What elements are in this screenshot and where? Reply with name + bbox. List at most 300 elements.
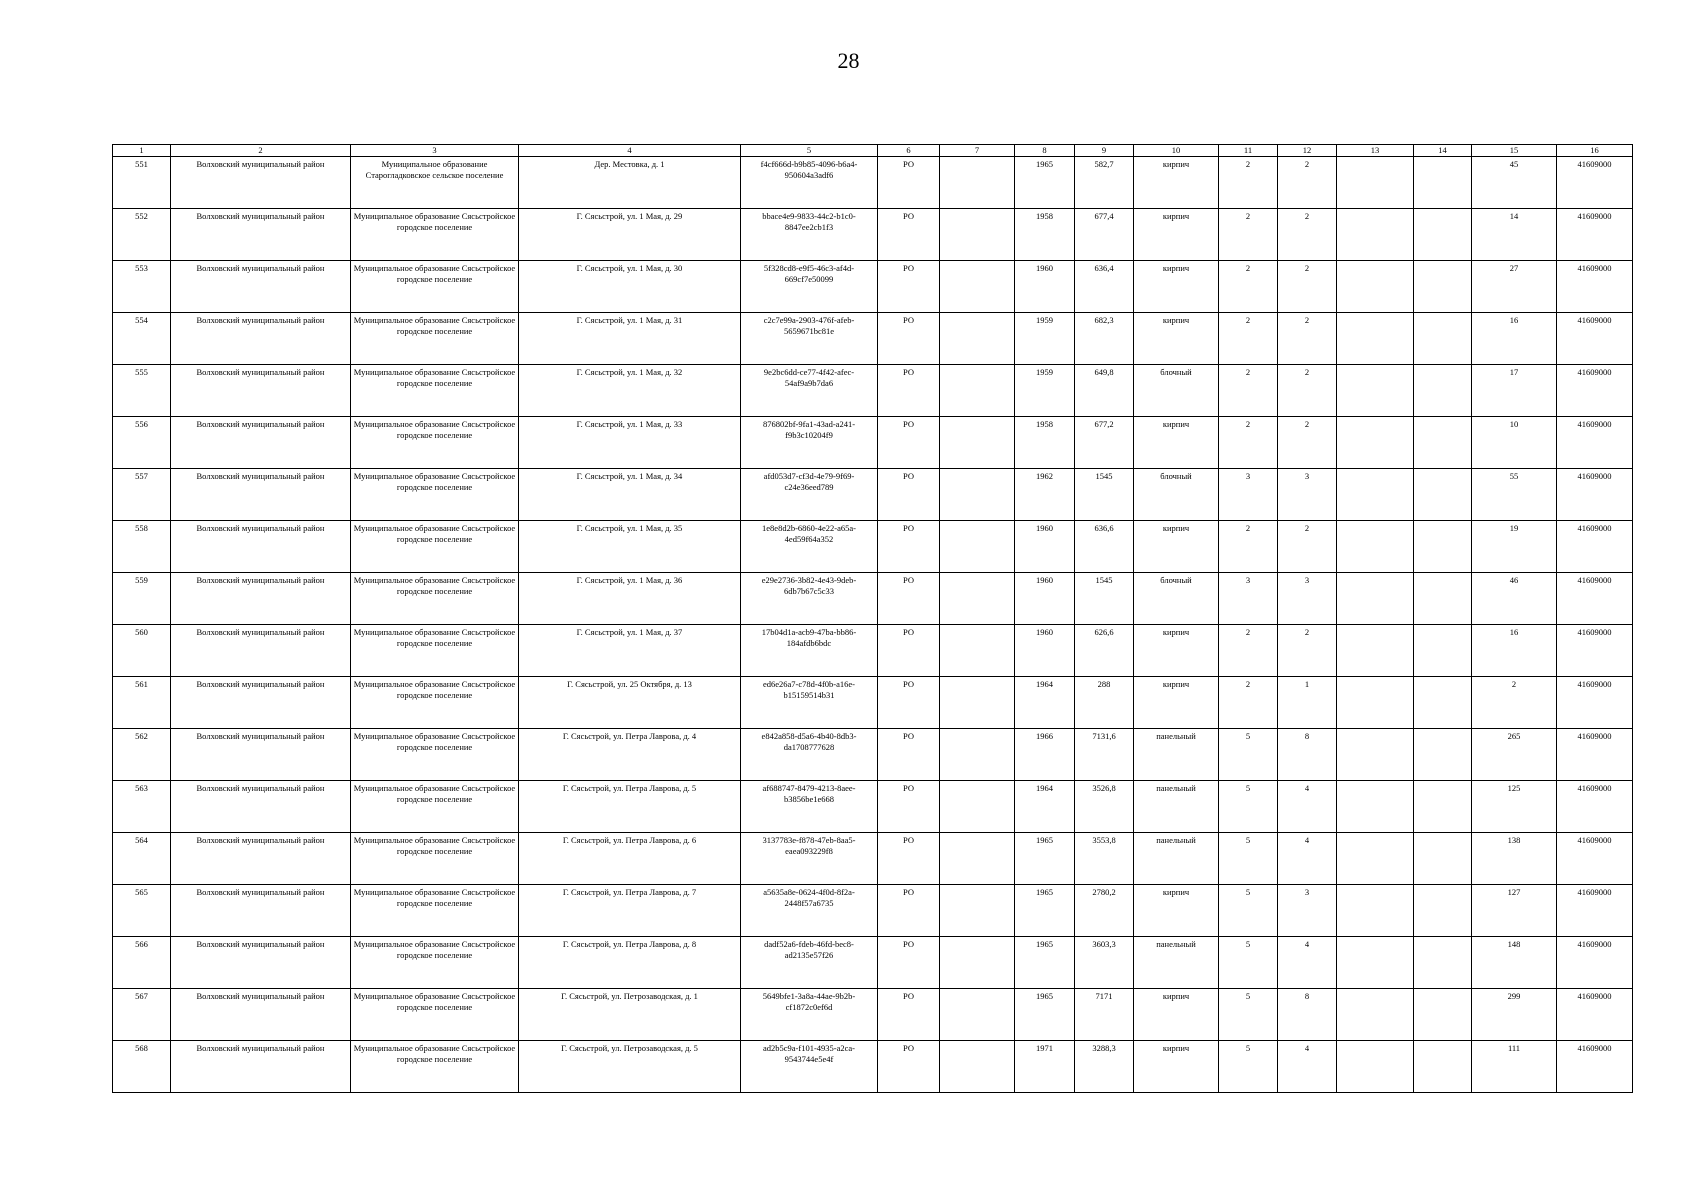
table-cell-col-14 — [1414, 573, 1472, 625]
table-cell-col-10: кирпич — [1134, 157, 1219, 209]
table-cell-col-12: 2 — [1278, 209, 1337, 261]
table-cell-col-15: 46 — [1472, 573, 1557, 625]
table-cell-col-1: 559 — [113, 573, 171, 625]
table-cell-col-6: РО — [878, 261, 940, 313]
table-cell-col-15: 111 — [1472, 1041, 1557, 1093]
table-cell-col-16: 41609000 — [1557, 885, 1633, 937]
table-cell-col-15: 14 — [1472, 209, 1557, 261]
table-cell-col-13 — [1337, 417, 1414, 469]
table-cell-col-2: Волховский муниципальный район — [171, 833, 351, 885]
table-cell-col-16: 41609000 — [1557, 729, 1633, 781]
table-cell-col-10: кирпич — [1134, 1041, 1219, 1093]
table-cell-col-8: 1964 — [1015, 781, 1075, 833]
table-cell-col-5: dadf52a6-fdeb-46fd-bec8-ad2135e57f26 — [741, 937, 878, 989]
table-cell-col-10: кирпич — [1134, 417, 1219, 469]
table-cell-col-14 — [1414, 781, 1472, 833]
table-cell-col-11: 5 — [1219, 781, 1278, 833]
table-cell-col-8: 1965 — [1015, 885, 1075, 937]
table-cell-col-15: 16 — [1472, 313, 1557, 365]
table-cell-col-7 — [940, 885, 1015, 937]
table-cell-col-7 — [940, 781, 1015, 833]
table-cell-col-9: 649,8 — [1075, 365, 1134, 417]
table-cell-col-7 — [940, 625, 1015, 677]
table-cell-col-5: ed6e26a7-c78d-4f0b-a16e-b15159514b31 — [741, 677, 878, 729]
table-cell-col-2: Волховский муниципальный район — [171, 521, 351, 573]
table-cell-col-15: 55 — [1472, 469, 1557, 521]
table-cell-col-2: Волховский муниципальный район — [171, 677, 351, 729]
table-cell-col-5: e29e2736-3b82-4e43-9deb-6db7b67c5c33 — [741, 573, 878, 625]
table-cell-col-10: блочный — [1134, 573, 1219, 625]
table-cell-col-7 — [940, 313, 1015, 365]
column-header-3: 3 — [351, 145, 519, 157]
table-cell-col-7 — [940, 261, 1015, 313]
table-cell-col-4: Г. Сясьстрой, ул. Петра Лаврова, д. 5 — [519, 781, 741, 833]
table-cell-col-1: 555 — [113, 365, 171, 417]
column-header-7: 7 — [940, 145, 1015, 157]
table-cell-col-10: блочный — [1134, 469, 1219, 521]
table-cell-col-1: 561 — [113, 677, 171, 729]
table-cell-col-16: 41609000 — [1557, 261, 1633, 313]
table-cell-col-9: 288 — [1075, 677, 1134, 729]
table-cell-col-8: 1965 — [1015, 157, 1075, 209]
table-row — [113, 729, 1633, 781]
table-cell-col-4: Г. Сясьстрой, ул. 1 Мая, д. 32 — [519, 365, 741, 417]
table-cell-col-4: Г. Сясьстрой, ул. 1 Мая, д. 34 — [519, 469, 741, 521]
table-cell-col-3: Муниципальное образование Сясьстройское городское поселение — [351, 469, 519, 521]
table-cell-col-7 — [940, 937, 1015, 989]
column-header-8: 8 — [1015, 145, 1075, 157]
table-cell-col-15: 19 — [1472, 521, 1557, 573]
table-cell-col-12: 4 — [1278, 1041, 1337, 1093]
table-cell-col-12: 2 — [1278, 261, 1337, 313]
table-cell-col-11: 2 — [1219, 209, 1278, 261]
table-cell-col-11: 5 — [1219, 833, 1278, 885]
table-cell-col-4: Г. Сясьстрой, ул. 1 Мая, д. 36 — [519, 573, 741, 625]
table-row — [113, 209, 1633, 261]
table-row — [113, 885, 1633, 937]
table-cell-col-5: 9e2bc6dd-ce77-4f42-afec-54af9a9b7da6 — [741, 365, 878, 417]
table-cell-col-7 — [940, 365, 1015, 417]
table-cell-col-8: 1960 — [1015, 625, 1075, 677]
table-cell-col-13 — [1337, 885, 1414, 937]
housing-registry-table — [112, 144, 1633, 1093]
table-cell-col-10: панельный — [1134, 937, 1219, 989]
table-cell-col-13 — [1337, 157, 1414, 209]
table-cell-col-15: 16 — [1472, 625, 1557, 677]
table-row — [113, 781, 1633, 833]
table-cell-col-12: 8 — [1278, 989, 1337, 1041]
table-cell-col-6: РО — [878, 885, 940, 937]
table-cell-col-13 — [1337, 521, 1414, 573]
table-cell-col-9: 677,4 — [1075, 209, 1134, 261]
table-cell-col-9: 7131,6 — [1075, 729, 1134, 781]
table-cell-col-10: панельный — [1134, 833, 1219, 885]
table-cell-col-7 — [940, 157, 1015, 209]
table-row — [113, 417, 1633, 469]
table-cell-col-9: 1545 — [1075, 469, 1134, 521]
table-cell-col-14 — [1414, 833, 1472, 885]
table-cell-col-1: 558 — [113, 521, 171, 573]
column-header-13: 13 — [1337, 145, 1414, 157]
table-cell-col-8: 1960 — [1015, 521, 1075, 573]
table-cell-col-8: 1958 — [1015, 417, 1075, 469]
table-cell-col-15: 148 — [1472, 937, 1557, 989]
table-cell-col-9: 7171 — [1075, 989, 1134, 1041]
table-cell-col-11: 2 — [1219, 313, 1278, 365]
table-cell-col-6: РО — [878, 417, 940, 469]
table-cell-col-6: РО — [878, 937, 940, 989]
table-cell-col-8: 1971 — [1015, 1041, 1075, 1093]
table-cell-col-2: Волховский муниципальный район — [171, 365, 351, 417]
table-cell-col-3: Муниципальное образование Сясьстройское городское поселение — [351, 573, 519, 625]
table-row — [113, 157, 1633, 209]
table-cell-col-1: 551 — [113, 157, 171, 209]
table-cell-col-9: 2780,2 — [1075, 885, 1134, 937]
table-cell-col-4: Г. Сясьстрой, ул. 1 Мая, д. 29 — [519, 209, 741, 261]
table-cell-col-3: Муниципальное образование Сясьстройское городское поселение — [351, 937, 519, 989]
table-cell-col-16: 41609000 — [1557, 573, 1633, 625]
table-cell-col-14 — [1414, 209, 1472, 261]
table-cell-col-3: Муниципальное образование Сясьстройское городское поселение — [351, 209, 519, 261]
table-row — [113, 989, 1633, 1041]
table-cell-col-10: кирпич — [1134, 521, 1219, 573]
table-cell-col-4: Г. Сясьстрой, ул. Петрозаводская, д. 5 — [519, 1041, 741, 1093]
table-cell-col-4: Дер. Местовка, д. 1 — [519, 157, 741, 209]
table-cell-col-16: 41609000 — [1557, 365, 1633, 417]
table-cell-col-2: Волховский муниципальный район — [171, 573, 351, 625]
table-cell-col-8: 1965 — [1015, 833, 1075, 885]
table-cell-col-1: 553 — [113, 261, 171, 313]
column-header-6: 6 — [878, 145, 940, 157]
table-cell-col-9: 636,4 — [1075, 261, 1134, 313]
table-cell-col-1: 563 — [113, 781, 171, 833]
table-cell-col-6: РО — [878, 781, 940, 833]
table-cell-col-6: РО — [878, 989, 940, 1041]
table-cell-col-13 — [1337, 625, 1414, 677]
table-cell-col-13 — [1337, 781, 1414, 833]
table-cell-col-11: 5 — [1219, 885, 1278, 937]
table-cell-col-5: 5649bfe1-3a8a-44ae-9b2b-cf1872c0ef6d — [741, 989, 878, 1041]
table-cell-col-9: 682,3 — [1075, 313, 1134, 365]
table-cell-col-7 — [940, 729, 1015, 781]
table-cell-col-12: 1 — [1278, 677, 1337, 729]
table-row — [113, 313, 1633, 365]
table-cell-col-12: 8 — [1278, 729, 1337, 781]
table-cell-col-6: РО — [878, 677, 940, 729]
table-cell-col-16: 41609000 — [1557, 1041, 1633, 1093]
table-cell-col-11: 2 — [1219, 417, 1278, 469]
table-cell-col-11: 2 — [1219, 677, 1278, 729]
table-cell-col-4: Г. Сясьстрой, ул. 1 Мая, д. 33 — [519, 417, 741, 469]
table-cell-col-16: 41609000 — [1557, 989, 1633, 1041]
table-cell-col-7 — [940, 469, 1015, 521]
table-cell-col-9: 3526,8 — [1075, 781, 1134, 833]
table-cell-col-4: Г. Сясьстрой, ул. 25 Октября, д. 13 — [519, 677, 741, 729]
table-cell-col-13 — [1337, 261, 1414, 313]
table-cell-col-6: РО — [878, 469, 940, 521]
table-cell-col-5: 1e8e8d2b-6860-4e22-a65a-4ed59f64a352 — [741, 521, 878, 573]
table-cell-col-9: 3603,3 — [1075, 937, 1134, 989]
table-row — [113, 521, 1633, 573]
table-cell-col-14 — [1414, 261, 1472, 313]
table-cell-col-14 — [1414, 937, 1472, 989]
table-cell-col-3: Муниципальное образование Сясьстройское городское поселение — [351, 677, 519, 729]
table-cell-col-8: 1959 — [1015, 365, 1075, 417]
table-cell-col-16: 41609000 — [1557, 937, 1633, 989]
table-cell-col-1: 565 — [113, 885, 171, 937]
table-cell-col-3: Муниципальное образование Сясьстройское городское поселение — [351, 417, 519, 469]
table-row — [113, 937, 1633, 989]
table-body — [113, 157, 1633, 1093]
table-cell-col-6: РО — [878, 209, 940, 261]
table-cell-col-2: Волховский муниципальный район — [171, 261, 351, 313]
table-cell-col-12: 3 — [1278, 885, 1337, 937]
table-cell-col-14 — [1414, 313, 1472, 365]
table-cell-col-11: 2 — [1219, 625, 1278, 677]
table-cell-col-11: 5 — [1219, 937, 1278, 989]
table-cell-col-10: кирпич — [1134, 677, 1219, 729]
table-cell-col-14 — [1414, 625, 1472, 677]
table-cell-col-5: a5635a8e-0624-4f0d-8f2a-2448f57a6735 — [741, 885, 878, 937]
table-cell-col-11: 2 — [1219, 261, 1278, 313]
table-cell-col-8: 1959 — [1015, 313, 1075, 365]
table-cell-col-11: 5 — [1219, 729, 1278, 781]
table-cell-col-4: Г. Сясьстрой, ул. 1 Мая, д. 30 — [519, 261, 741, 313]
table-cell-col-2: Волховский муниципальный район — [171, 885, 351, 937]
table-cell-col-5: bbace4e9-9833-44c2-b1c0-8847ee2cb1f3 — [741, 209, 878, 261]
table-cell-col-15: 299 — [1472, 989, 1557, 1041]
table-cell-col-15: 138 — [1472, 833, 1557, 885]
table-cell-col-16: 41609000 — [1557, 521, 1633, 573]
table-cell-col-10: кирпич — [1134, 209, 1219, 261]
table-cell-col-15: 2 — [1472, 677, 1557, 729]
table-cell-col-15: 45 — [1472, 157, 1557, 209]
table-cell-col-14 — [1414, 521, 1472, 573]
table-cell-col-3: Муниципальное образование Сясьстройское городское поселение — [351, 729, 519, 781]
table-cell-col-5: c2c7e99a-2903-476f-afeb-5659671bc81e — [741, 313, 878, 365]
table-cell-col-12: 2 — [1278, 521, 1337, 573]
table-cell-col-6: РО — [878, 729, 940, 781]
table-cell-col-7 — [940, 209, 1015, 261]
table-cell-col-10: панельный — [1134, 729, 1219, 781]
table-cell-col-8: 1960 — [1015, 573, 1075, 625]
table-cell-col-10: кирпич — [1134, 313, 1219, 365]
table-cell-col-15: 27 — [1472, 261, 1557, 313]
table-cell-col-3: Муниципальное образование Сясьстройское городское поселение — [351, 989, 519, 1041]
table-cell-col-3: Муниципальное образование Сясьстройское городское поселение — [351, 261, 519, 313]
table-cell-col-16: 41609000 — [1557, 625, 1633, 677]
table-cell-col-16: 41609000 — [1557, 833, 1633, 885]
table-cell-col-4: Г. Сясьстрой, ул. 1 Мая, д. 35 — [519, 521, 741, 573]
table-cell-col-4: Г. Сясьстрой, ул. Петра Лаврова, д. 8 — [519, 937, 741, 989]
table-cell-col-11: 2 — [1219, 365, 1278, 417]
table-cell-col-1: 562 — [113, 729, 171, 781]
table-cell-col-7 — [940, 521, 1015, 573]
column-header-2: 2 — [171, 145, 351, 157]
table-cell-col-12: 2 — [1278, 313, 1337, 365]
table-cell-col-1: 552 — [113, 209, 171, 261]
table-cell-col-6: РО — [878, 313, 940, 365]
table-cell-col-13 — [1337, 677, 1414, 729]
table-cell-col-5: afd053d7-cf3d-4e79-9f69-c24e36eed789 — [741, 469, 878, 521]
table-cell-col-11: 3 — [1219, 469, 1278, 521]
table-cell-col-8: 1960 — [1015, 261, 1075, 313]
table-cell-col-2: Волховский муниципальный район — [171, 729, 351, 781]
table-cell-col-13 — [1337, 989, 1414, 1041]
column-header-15: 15 — [1472, 145, 1557, 157]
table-cell-col-13 — [1337, 573, 1414, 625]
table-cell-col-1: 564 — [113, 833, 171, 885]
table-cell-col-12: 2 — [1278, 625, 1337, 677]
table-row — [113, 573, 1633, 625]
table-cell-col-16: 41609000 — [1557, 313, 1633, 365]
table-row — [113, 677, 1633, 729]
table-cell-col-3: Муниципальное образование Сясьстройское городское поселение — [351, 521, 519, 573]
table-cell-col-5: 3137783e-f878-47eb-8aa5-eaea093229f8 — [741, 833, 878, 885]
table-cell-col-3: Муниципальное образование Сясьстройское городское поселение — [351, 1041, 519, 1093]
table-cell-col-4: Г. Сясьстрой, ул. Петра Лаврова, д. 7 — [519, 885, 741, 937]
table-cell-col-6: РО — [878, 365, 940, 417]
table-row — [113, 625, 1633, 677]
table-cell-col-11: 2 — [1219, 157, 1278, 209]
table-cell-col-14 — [1414, 1041, 1472, 1093]
table-cell-col-9: 3288,3 — [1075, 1041, 1134, 1093]
table-cell-col-5: ad2b5c9a-f101-4935-a2ca-9543744e5e4f — [741, 1041, 878, 1093]
table-cell-col-2: Волховский муниципальный район — [171, 209, 351, 261]
table-cell-col-7 — [940, 989, 1015, 1041]
table-cell-col-3: Муниципальное образование Сясьстройское городское поселение — [351, 625, 519, 677]
column-header-1: 1 — [113, 145, 171, 157]
table-cell-col-4: Г. Сясьстрой, ул. Петра Лаврова, д. 4 — [519, 729, 741, 781]
table-cell-col-16: 41609000 — [1557, 417, 1633, 469]
table-cell-col-3: Муниципальное образование Сясьстройское городское поселение — [351, 313, 519, 365]
table-cell-col-1: 554 — [113, 313, 171, 365]
table-cell-col-14 — [1414, 157, 1472, 209]
table-cell-col-12: 3 — [1278, 469, 1337, 521]
table-cell-col-6: РО — [878, 1041, 940, 1093]
table-cell-col-16: 41609000 — [1557, 781, 1633, 833]
table-cell-col-1: 556 — [113, 417, 171, 469]
column-header-14: 14 — [1414, 145, 1472, 157]
table-cell-col-8: 1965 — [1015, 989, 1075, 1041]
table-cell-col-14 — [1414, 469, 1472, 521]
table-cell-col-15: 265 — [1472, 729, 1557, 781]
table-cell-col-8: 1964 — [1015, 677, 1075, 729]
table-cell-col-7 — [940, 417, 1015, 469]
table-cell-col-13 — [1337, 313, 1414, 365]
table-cell-col-9: 636,6 — [1075, 521, 1134, 573]
table-row — [113, 833, 1633, 885]
table-cell-col-15: 127 — [1472, 885, 1557, 937]
table-header — [113, 145, 1633, 157]
table-cell-col-7 — [940, 833, 1015, 885]
table-cell-col-10: кирпич — [1134, 885, 1219, 937]
column-header-4: 4 — [519, 145, 741, 157]
table-cell-col-16: 41609000 — [1557, 157, 1633, 209]
table-cell-col-8: 1965 — [1015, 937, 1075, 989]
table-cell-col-6: РО — [878, 625, 940, 677]
table-cell-col-1: 568 — [113, 1041, 171, 1093]
table-cell-col-15: 10 — [1472, 417, 1557, 469]
table-cell-col-4: Г. Сясьстрой, ул. Петрозаводская, д. 1 — [519, 989, 741, 1041]
table-cell-col-13 — [1337, 1041, 1414, 1093]
table-cell-col-3: Муниципальное образование Сясьстройское городское поселение — [351, 781, 519, 833]
table-cell-col-12: 2 — [1278, 365, 1337, 417]
table-cell-col-3: Муниципальное образование Сясьстройское городское поселение — [351, 365, 519, 417]
table-cell-col-10: кирпич — [1134, 989, 1219, 1041]
table-cell-col-4: Г. Сясьстрой, ул. 1 Мая, д. 31 — [519, 313, 741, 365]
table-cell-col-12: 4 — [1278, 937, 1337, 989]
table-cell-col-1: 557 — [113, 469, 171, 521]
table-cell-col-4: Г. Сясьстрой, ул. 1 Мая, д. 37 — [519, 625, 741, 677]
table-cell-col-7 — [940, 1041, 1015, 1093]
table-cell-col-3: Муниципальное образование Старогладковское сельское поселение — [351, 157, 519, 209]
table-cell-col-2: Волховский муниципальный район — [171, 469, 351, 521]
table-cell-col-5: f4cf666d-b9b85-4096-b6a4-950604a3adf6 — [741, 157, 878, 209]
table-cell-col-6: РО — [878, 833, 940, 885]
table-cell-col-1: 560 — [113, 625, 171, 677]
table-cell-col-1: 566 — [113, 937, 171, 989]
table-cell-col-7 — [940, 677, 1015, 729]
table-cell-col-13 — [1337, 365, 1414, 417]
table-cell-col-16: 41609000 — [1557, 677, 1633, 729]
table-cell-col-5: 876802bf-9fa1-43ad-a241-f9b3c10204f9 — [741, 417, 878, 469]
column-header-9: 9 — [1075, 145, 1134, 157]
table-cell-col-2: Волховский муниципальный район — [171, 937, 351, 989]
table-cell-col-14 — [1414, 417, 1472, 469]
table-cell-col-10: кирпич — [1134, 261, 1219, 313]
table-cell-col-12: 2 — [1278, 417, 1337, 469]
table-row — [113, 1041, 1633, 1093]
table-cell-col-1: 567 — [113, 989, 171, 1041]
table-cell-col-9: 626,6 — [1075, 625, 1134, 677]
table-cell-col-6: РО — [878, 573, 940, 625]
table-cell-col-16: 41609000 — [1557, 209, 1633, 261]
table-cell-col-11: 3 — [1219, 573, 1278, 625]
table-cell-col-13 — [1337, 469, 1414, 521]
table-cell-col-9: 677,2 — [1075, 417, 1134, 469]
table-cell-col-9: 3553,8 — [1075, 833, 1134, 885]
table-cell-col-10: кирпич — [1134, 625, 1219, 677]
table-cell-col-2: Волховский муниципальный район — [171, 313, 351, 365]
table-cell-col-5: 5f328cd8-e9f5-46c3-af4d-669cf7e50099 — [741, 261, 878, 313]
table-cell-col-2: Волховский муниципальный район — [171, 157, 351, 209]
table-cell-col-3: Муниципальное образование Сясьстройское городское поселение — [351, 833, 519, 885]
table-cell-col-12: 2 — [1278, 157, 1337, 209]
column-header-11: 11 — [1219, 145, 1278, 157]
table-cell-col-11: 5 — [1219, 1041, 1278, 1093]
table-cell-col-14 — [1414, 989, 1472, 1041]
table-row — [113, 469, 1633, 521]
table-cell-col-3: Муниципальное образование Сясьстройское городское поселение — [351, 885, 519, 937]
table-cell-col-9: 1545 — [1075, 573, 1134, 625]
table-cell-col-8: 1966 — [1015, 729, 1075, 781]
table-cell-col-5: 17b04d1a-acb9-47ba-bb86-184afdb6bdc — [741, 625, 878, 677]
table-cell-col-14 — [1414, 885, 1472, 937]
table-row — [113, 261, 1633, 313]
table-cell-col-5: af688747-8479-4213-8aee-b3856be1e668 — [741, 781, 878, 833]
table-cell-col-13 — [1337, 729, 1414, 781]
table-row — [113, 365, 1633, 417]
page-number: 28 — [837, 48, 860, 73]
table-cell-col-4: Г. Сясьстрой, ул. Петра Лаврова, д. 6 — [519, 833, 741, 885]
table-cell-col-7 — [940, 573, 1015, 625]
table-cell-col-2: Волховский муниципальный район — [171, 625, 351, 677]
table-cell-col-15: 17 — [1472, 365, 1557, 417]
table-cell-col-8: 1962 — [1015, 469, 1075, 521]
table-cell-col-14 — [1414, 365, 1472, 417]
table-cell-col-12: 4 — [1278, 781, 1337, 833]
